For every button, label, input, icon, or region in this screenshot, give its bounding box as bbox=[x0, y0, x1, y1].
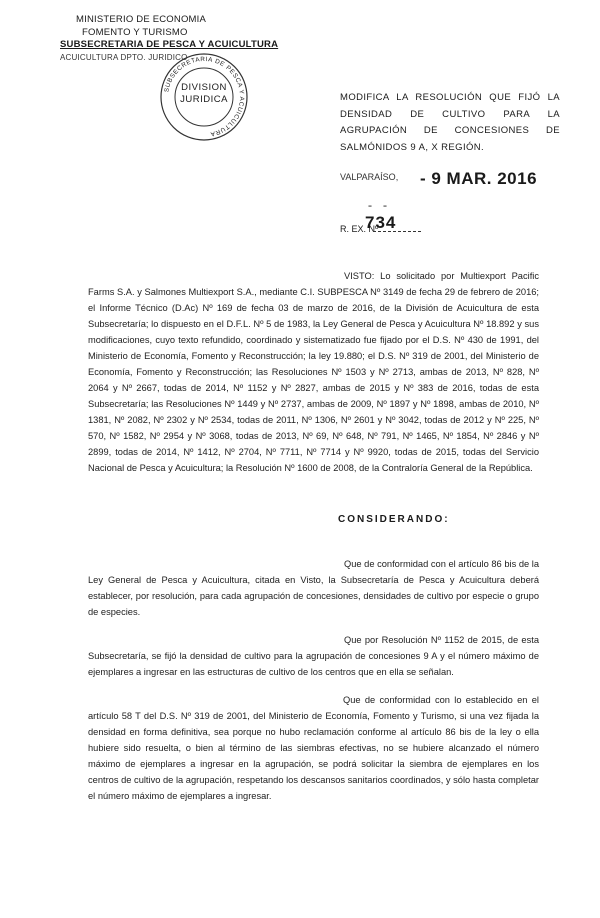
resolution-label: R. EX. Nº bbox=[340, 224, 379, 234]
date-stamp: - 9 MAR. 2016 bbox=[420, 169, 538, 188]
stamp-center-text bbox=[159, 82, 249, 106]
stamp-ring-text: SUBSECRETARIA DE PESCA Y ACUICULTURA bbox=[163, 55, 246, 138]
dash-marks: - - bbox=[368, 198, 391, 212]
resolution-subject: MODIFICA LA RESOLUCIÓN QUE FIJÓ LA DENSIDAD DE CULTIVO PARA LA AGRUPACIÓN DE CONCESIONES DE SALMÓNIDOS 9 A, X REGIÓN. bbox=[340, 92, 560, 153]
division-juridica-stamp bbox=[159, 52, 249, 142]
considerando-heading: CONSIDERANDO: bbox=[338, 514, 450, 525]
considerando-text-1: Que de conformidad con el artículo 86 bis de la Ley General de Pesca y Acuicultura, citada en Visto, la Subsecretaría de Pesca y Acuicultura deberá establecer, por resolución, para cada agrupación de concesiones, densidades de cultivo por especie o grupo de especies. bbox=[88, 559, 539, 617]
department-name: ACUICULTURA DPTO. JURIDICO bbox=[60, 52, 188, 62]
visto-paragraph bbox=[88, 268, 539, 476]
stamp-line-juridica: JURIDICA bbox=[180, 94, 228, 105]
considerando-paragraph-2 bbox=[88, 632, 539, 680]
considerando-text-2: Que por Resolución Nº 1152 de 2015, de esta Subsecretaría, se fijó la densidad de cultivo para la agrupación de concesiones 9 A y el número máximo de ejemplares a ingresar en las estructuras de cultivo de los centros que en ella se señalan. bbox=[88, 635, 539, 677]
considerando-text-3: Que de conformidad con lo establecido en el artículo 58 T del D.S. Nº 319 de 2001, del Ministerio de Economía, Fomento y Turismo, si una vez fijada la densidad en forma definitiva, sea porque no hubo reclamación conforme al artículo 86 bis de la ley o ella hubiere sido resuelta, o bien al término de las siembras efectivas, no se hubiere alcanzado el número máximo de ejemplares a ingresar en la agrupación, se podrá solicitar la siembra de ejemplares en los centros de cultivo de la agrupación, respetando los descansos sanitarios coordinados, y sólo hasta completar el número máximo de ejemplares a ingresar. bbox=[88, 695, 539, 801]
considerando-paragraph-3 bbox=[88, 692, 539, 804]
resolution-number: 734 bbox=[365, 213, 397, 232]
ministry-name: MINISTERIO DE ECONOMIA bbox=[76, 14, 207, 25]
subsecretaria-name: SUBSECRETARIA DE PESCA Y ACUICULTURA bbox=[60, 39, 279, 50]
place: VALPARAÍSO, bbox=[340, 172, 399, 182]
stamp-line-division: DIVISION bbox=[181, 82, 227, 93]
considerando-paragraph-1 bbox=[88, 556, 539, 620]
visto-text: VISTO: Lo solicitado por Multiexport Pacific Farms S.A. y Salmones Multiexport S.A., mediante C.I. SUBPESCA Nº 3149 de fecha 29 de febrero de 2016; el Informe Técnico (D.Ac) Nº 169 de fecha 03 de marzo de 2016, de la División de Acuicultura de esta Subsecretaría; lo dispuesto en el D.F.L. Nº 5 de 1983, la Ley General de Pesca y Acuicultura Nº 18.892 y sus modificaciones, cuyo texto refundido, coordinado y sistematizado fue fijado por el D.S. Nº 430 de 1991, del Ministerio de Economía, Fomento y Reconstrucción; la ley 19.880; el D.S. Nº 319 de 2001, del Ministerio de Economía, Fomento y Reconstrucción; las Resoluciones Nº 1503 y Nº 2713, ambas de 2013, Nº 828, Nº 2064 y Nº 2667, todas de 2014, Nº 1152 y Nº 2827, ambas de 2015 y Nº 383 de 2016, todas de esta Subsecretaría; las Resoluciones Nº 1449 y Nº 2737, ambas de 2009, Nº 1897 y Nº 1898, ambas de 2010, Nº 1381, Nº 2082, Nº 2302 y Nº 2534, todas de 2011, Nº 1306, Nº 2601 y Nº 3042, todas de 2012 y Nº 225, Nº 570, Nº 1582, Nº 2954 y Nº 3068, todas de 2013, Nº 69, Nº 648, Nº 791, Nº 1465, Nº 1854, Nº 2846 y Nº 2899, todas de 2014, Nº 1412, Nº 2704, Nº 7711, Nº 7714 y Nº 9920, todas de 2015, todas del Servicio Nacional de Pesca y Acuicultura; la Resolución Nº 1600 de 2008, de la Contraloría General de la República. bbox=[88, 271, 539, 473]
ministry-subname: FOMENTO Y TURISMO bbox=[82, 26, 188, 38]
